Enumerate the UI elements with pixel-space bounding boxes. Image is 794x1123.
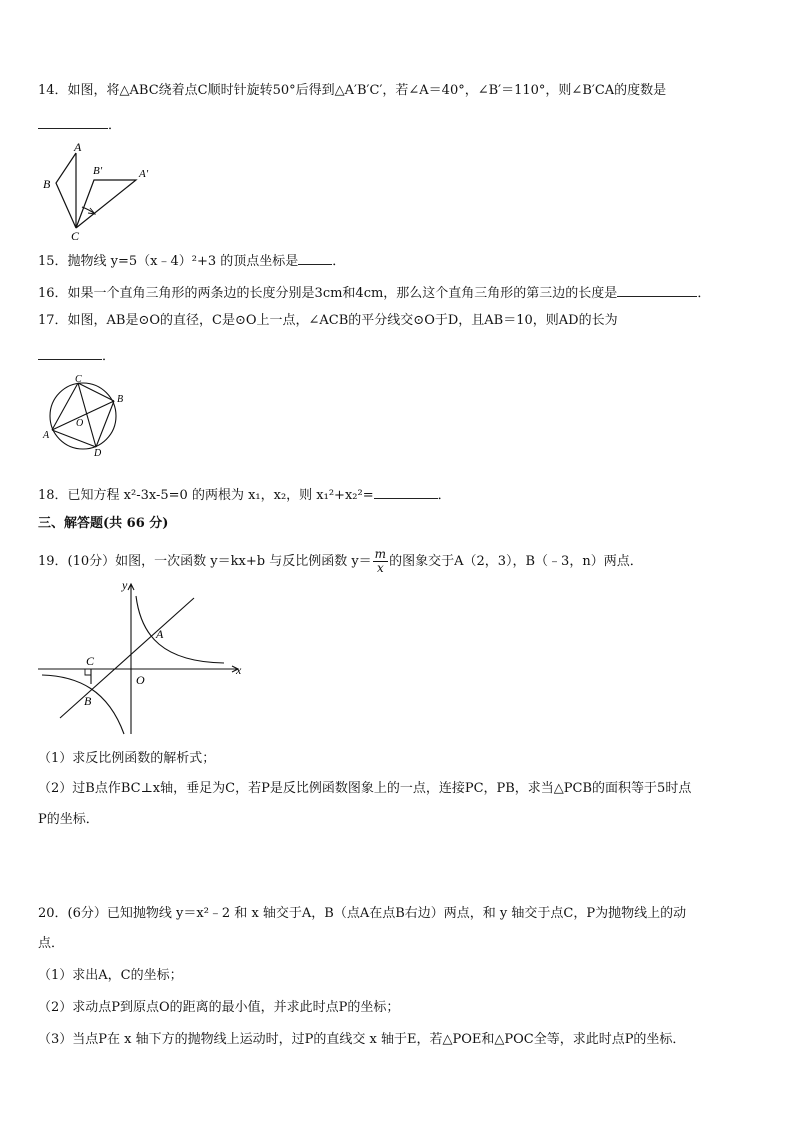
q14-label-b: B [43, 177, 51, 191]
q18-tail: ． [437, 488, 451, 503]
q17-label-d: D [94, 448, 102, 458]
q19-hyperbola-branch-2 [42, 675, 124, 734]
q14-triangle-abc [56, 153, 76, 228]
q14-label-c: C [71, 229, 80, 242]
q17-figure [38, 373, 128, 458]
q14-text: 14．如图，将△ABC绕着点C顺时针旋转50°后得到△A′B′C′，若∠A＝40°，∠B′＝110°，则∠B′CA的度数是 [38, 83, 667, 98]
q14-answer-blank[interactable] [38, 114, 108, 129]
q17-chord-cd [78, 383, 96, 447]
q19-label-o: O [136, 673, 145, 687]
q19-label-y: y [122, 578, 128, 592]
q19-label-b: B [84, 694, 92, 708]
q19-label-c: C [86, 654, 95, 668]
q19-part2-text-line1: （2）过B点作BC⊥x轴，垂足为C，若P是反比例函数图象上的一点，连接PC，PB，求当△PCB的面积等于5时点 [38, 781, 692, 796]
q14-label-a: A [74, 140, 82, 154]
q19-fraction [373, 548, 388, 575]
q19-part2-cont [38, 811, 99, 829]
q16-tail: ． [697, 286, 711, 301]
q19-hyperbola-branch-1 [136, 596, 224, 663]
q20-part1-text: （1）求出A，C的坐标； [38, 968, 183, 983]
q19-fraction-numerator: m [374, 547, 387, 561]
q14-triangle-a2b2c2 [76, 180, 136, 228]
q20-line2 [38, 935, 64, 953]
q20-text-line2: 点． [38, 936, 65, 951]
q19-text-before: 19．(10分）如图，一次函数 y＝kx+b 与反比例函数 y＝ [38, 554, 372, 569]
q17-answer-blank[interactable] [38, 345, 102, 360]
q19-linear-function [60, 598, 194, 718]
q19-right-angle-mark [85, 669, 91, 675]
q20-part3-text: （3）当点P在 x 轴下方的抛物线上运动时，过P的直线交 x 轴于E，若△POE和△POC全等，求此时点P的坐标． [38, 1032, 686, 1047]
section-title: 三、解答题(共 66 分) [38, 516, 169, 531]
q20-part2 [38, 999, 399, 1017]
q17-tail: ． [102, 349, 116, 364]
q17-answer-line [38, 345, 115, 366]
q17-text: 17．如图，AB是⊙O的直径，C是⊙O上一点，∠ACB的平分线交⊙O于D，且AB＝10，则AD的长为 [38, 313, 618, 328]
q17-chord-ca [52, 383, 78, 430]
q20-part2-text: （2）求动点P到原点O的距离的最小值，并求此时点P的坐标； [38, 1000, 400, 1015]
q20-text-line1: 20．(6分）已知抛物线 y＝x²﹣2 和 x 轴交于A，B（点A在点B右边）两点，和 y 轴交于点C，P为抛物线上的动 [38, 906, 687, 921]
section-heading [38, 515, 168, 533]
q17-label-b: B [117, 394, 124, 405]
q14-label-b-prime: B′ [93, 165, 103, 177]
q14-tail: ． [108, 118, 122, 133]
q20-line1 [38, 905, 686, 923]
q19-text-after: 的图象交于A（2，3），B（﹣3，n）两点． [389, 554, 643, 569]
q16-line [38, 282, 710, 303]
q15-answer-blank[interactable] [298, 250, 332, 265]
q14-text-line [38, 82, 666, 100]
q17-label-c: C [75, 374, 82, 385]
q16-answer-blank[interactable] [617, 282, 697, 297]
q19-fraction-denominator: x [376, 561, 384, 575]
q19-part2-text-line2: P的坐标． [38, 812, 99, 827]
q20-part3 [38, 1031, 685, 1049]
q19-part2 [38, 780, 691, 798]
q20-part1 [38, 967, 183, 985]
q16-text: 16．如果一个直角三角形的两条边的长度分别是3cm和4cm，那么这个直角三角形的第三边的长度是 [38, 286, 618, 301]
q18-line [38, 484, 451, 505]
q18-text: 18．已知方程 x²-3x-5=0 的两根为 x₁，x₂，则 x₁²+x₂²= [38, 488, 374, 503]
q15-line [38, 250, 345, 271]
q14-figure [38, 140, 158, 242]
q19-label-a: A [156, 627, 164, 641]
q15-text: 15．抛物线 y=5（x﹣4）²+3 的顶点坐标是 [38, 254, 299, 269]
q15-tail: ． [332, 254, 346, 269]
q18-answer-blank[interactable] [374, 484, 438, 499]
q19-figure [38, 576, 248, 736]
q17-line [38, 312, 618, 330]
q19-label-x: x [236, 663, 242, 677]
q19-part1 [38, 750, 215, 768]
q14-label-a-prime: A′ [139, 168, 149, 180]
q19-part1-text: （1）求反比例函数的解析式； [38, 751, 216, 766]
q17-label-a: A [43, 430, 50, 441]
q14-answer-line [38, 114, 121, 135]
q17-label-o: O [76, 418, 84, 429]
q19-line [38, 545, 643, 579]
